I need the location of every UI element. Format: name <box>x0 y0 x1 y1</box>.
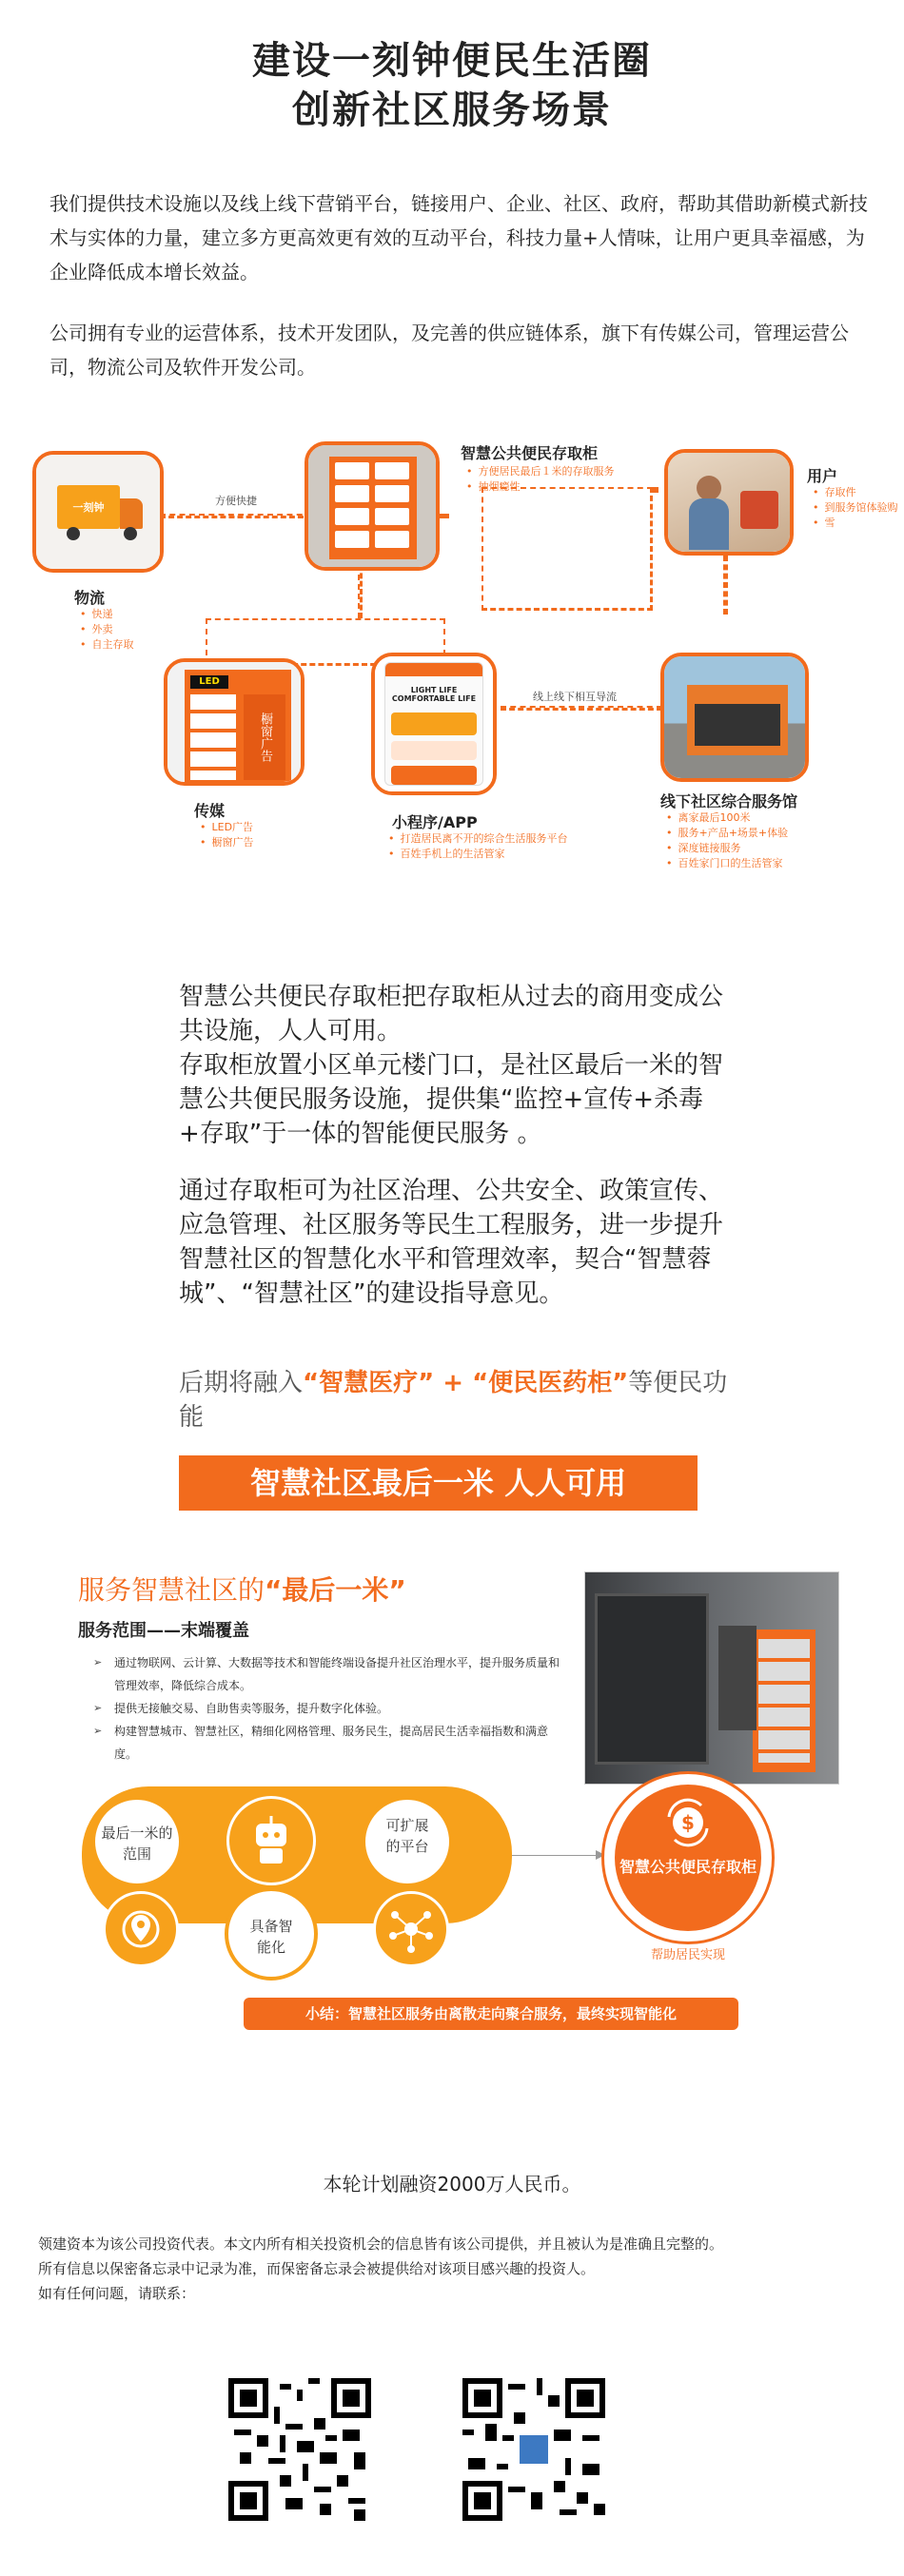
slogan-banner: 智慧社区最后一米 人人可用 <box>179 1455 698 1511</box>
service-subtitle: 服务范围——末端覆盖 <box>78 1621 249 1641</box>
edge-locker-down <box>358 565 363 618</box>
funding-headline: 本轮计划融资2000万人民币。 <box>323 2173 581 2195</box>
edge-user-app <box>481 487 653 611</box>
locker-bullets <box>466 464 615 495</box>
edge-label-online-offline: 线上线下相互导流 <box>529 689 620 704</box>
disclaimer-line-2: 所有信息以保密备忘录中记录为准，而保密备忘录会被提供给对该项目感兴趣的投资人。 <box>38 2260 596 2277</box>
app-node <box>371 653 497 795</box>
qr-code-2 <box>462 2378 605 2521</box>
logistics-node <box>32 451 164 573</box>
middle-paragraph-1: 智慧公共便民存取柜把存取柜从过去的商用变成公共设施，人人可用。 <box>179 983 724 1045</box>
future-note-highlight-2: “便民医药柜” <box>472 1369 629 1397</box>
list-item: • 服务+产品+场景+体验 <box>666 826 788 841</box>
list-item: • 方便居民最后１米的存取服务 <box>466 464 615 479</box>
list-item: • 抽烟瘾性 <box>466 479 615 495</box>
future-note-suffix: 等便民功能 <box>179 1369 728 1432</box>
edge-user-hall <box>723 556 728 615</box>
list-item: • 打造居民离不开的综合生活服务平台 <box>388 831 568 847</box>
truck-icon <box>57 485 120 529</box>
list-item: ➢ 提供无接触交易、自助售卖等服务，提升数字化体验。 <box>93 1697 569 1720</box>
logistics-bullets <box>80 607 134 653</box>
list-item: • 橱窗广告 <box>200 835 254 850</box>
list-item: • 存取件 <box>813 485 898 500</box>
network-icon <box>373 1891 449 1967</box>
list-item: • 离家最后100米 <box>666 810 788 826</box>
list-item: • 雪 <box>813 516 898 531</box>
location-pin-icon <box>103 1891 179 1967</box>
service-title-quote: “最后一米” <box>265 1574 406 1606</box>
logistics-label: 物流 <box>74 589 106 607</box>
service-hall-node <box>660 653 809 782</box>
showcase-panel: 橱窗广告 <box>244 694 285 780</box>
edge-label-convenient: 方便快捷 <box>211 493 261 508</box>
middle-paragraph-2: 存取柜放置小区单元楼门口，是社区最后一米的智慧公共便民服务设施，提供集“监控+宣传+杀毒+存取”于一体的智能便民服务 。 <box>179 1051 724 1148</box>
qr-code-1 <box>228 2378 371 2521</box>
app-label: 小程序/APP <box>392 813 478 831</box>
feature-intelligent <box>225 1887 318 1981</box>
edge-locker-out <box>440 514 449 518</box>
truck-brand: 一刻钟 <box>72 501 105 514</box>
summary-bar: 小结：智慧社区服务由离散走向聚合服务，最终实现智能化 <box>244 1998 738 2030</box>
user-label: 用户 <box>807 467 838 485</box>
app-bullets <box>388 831 568 862</box>
locker-photo <box>584 1571 839 1785</box>
svg-text:$: $ <box>681 1811 695 1834</box>
list-item: • 百姓家门口的生活管家 <box>666 856 788 871</box>
service-title <box>78 1570 406 1608</box>
list-item: ➢ 通过物联网、云计算、大数据等技术和智能终端设备提升社区治理水平，提升服务质量和管理效率，降低综合成本。 <box>93 1651 569 1697</box>
user-bullets <box>813 485 898 531</box>
service-title-prefix: 服务智慧社区的 <box>78 1574 265 1606</box>
media-bullets <box>200 820 254 850</box>
page-title-line2: 创新社区服务场景 <box>292 88 612 132</box>
list-item: • 快递 <box>80 607 134 622</box>
feature-scalable-text: 可扩展的平台 <box>385 1817 429 1855</box>
disclaimer-line-1: 领建资本为该公司投资代表。本文内所有相关投资机会的信息皆有该公司提供，并且被认为是准确且完整的。 <box>38 2235 724 2253</box>
media-label: 传媒 <box>194 802 226 820</box>
intro-paragraph-1: 我们提供技术设施以及线上线下营销平台，链接用户、企业、社区、政府，帮助其借助新模式新技术与实体的力量，建立多方更高效更有效的互动平台，科技力量+人情味，让用户更具幸福感，为企业降低成本增长效益。 <box>49 192 868 283</box>
feature-last-meter <box>91 1796 183 1887</box>
outcome-title: 智慧公共便民存取柜 <box>619 1858 757 1876</box>
ecosystem-diagram <box>0 438 904 932</box>
page-title-line1: 建设一刻钟便民生活圈 <box>252 39 652 83</box>
arrow-line <box>512 1855 598 1856</box>
list-item: • 外卖 <box>80 622 134 637</box>
led-screen: LED <box>190 675 228 689</box>
media-node <box>164 658 305 786</box>
locker-illustration <box>329 457 417 559</box>
locker-node <box>305 441 440 571</box>
service-hall-bullets <box>666 810 788 871</box>
future-note-plus: + <box>434 1369 473 1397</box>
feature-last-meter-text: 最后一米的范围 <box>101 1825 173 1863</box>
locker-label: 智慧公共便民存取柜 <box>461 444 599 462</box>
list-item: ➢ 构建智慧城市、智慧社区，精细化网格管理、服务民生，提高居民生活幸福指数和满意度。 <box>93 1720 569 1766</box>
feature-intelligent-text: 具备智能化 <box>249 1918 293 1956</box>
middle-paragraph-3: 通过存取柜可为社区治理、公共安全、政策宣传、应急管理、社区服务等民生工程服务，进一步提升智慧社区的智慧化水平和管理效率，契合“智慧蓉城”、“智慧社区”的建设指导意见。 <box>179 1177 724 1308</box>
outcome-circle <box>615 1785 761 1931</box>
feature-scalable <box>362 1796 453 1887</box>
list-item: • LED广告 <box>200 820 254 835</box>
future-note <box>179 1366 731 1434</box>
intro-paragraph-2: 公司拥有专业的运营体系，技术开发团队，及完善的供应链体系，旗下有传媒公司，管理运营公司，物流公司及软件开发公司。 <box>49 322 849 379</box>
list-item: • 到服务馆体验购 <box>813 500 898 516</box>
service-hall-label: 线下社区综合服务馆 <box>660 792 798 810</box>
future-note-highlight-1: “智慧医疗” <box>303 1369 435 1397</box>
service-list <box>93 1651 569 1766</box>
edge-app-hall <box>501 706 662 711</box>
dollar-cycle-icon <box>659 1794 717 1851</box>
user-node <box>664 449 794 556</box>
contact-prompt: 如有任何问题，请联系： <box>38 2285 196 2302</box>
robot-icon <box>226 1796 316 1885</box>
outcome-subtitle: 帮助居民实现 <box>650 1948 725 1962</box>
list-item: • 百姓手机上的生活管家 <box>388 847 568 862</box>
app-screen-title: LIGHT LIFE COMFORTABLE LIFE <box>391 686 477 703</box>
future-note-prefix: 后期将融入 <box>179 1369 304 1397</box>
list-item: • 自主存取 <box>80 637 134 653</box>
edge-logistics-locker <box>160 514 312 518</box>
list-item: • 深度链接服务 <box>666 841 788 856</box>
